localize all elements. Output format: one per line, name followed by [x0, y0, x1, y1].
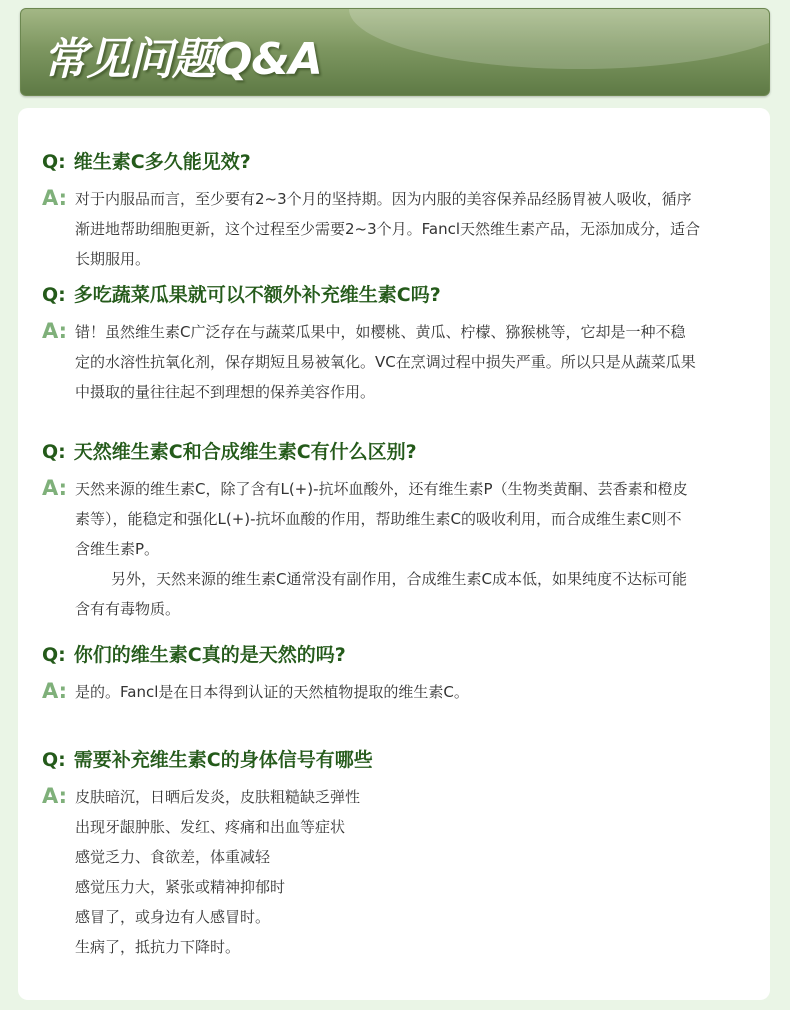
question — [42, 148, 742, 176]
question — [42, 281, 742, 309]
answer-line: 是的。Fancl是在日本得到认证的天然植物提取的维生素C。 — [75, 683, 469, 701]
answer-line: 长期服用。 — [75, 250, 151, 268]
answer-line: 定的水溶性抗氧化剂，保存期短且易被氧化。VC在烹调过程中损失严重。所以只是从蔬菜瓜果 — [75, 353, 696, 371]
question — [42, 641, 742, 669]
answer-line: 中摄取的量往往起不到理想的保养美容作用。 — [75, 383, 376, 401]
answer-line: 素等），能稳定和强化L(+)-抗坏血酸的作用，帮助维生素C的吸收利用，而合成维生素C则不 — [75, 510, 682, 528]
answer-line: 对于内服品而言，至少要有2~3个月的坚持期。因为内服的美容保养品经肠胃被人吸收，循序 — [75, 190, 692, 208]
question — [42, 438, 742, 466]
answer-line: 天然来源的维生素C，除了含有L(+)-抗坏血酸外，还有维生素P（生物类黄酮、芸香素和橙皮 — [75, 480, 688, 498]
answer-line: 皮肤暗沉，日晒后发炎，皮肤粗糙缺乏弹性 — [75, 788, 361, 806]
question — [42, 746, 742, 774]
page-title: 常见问题Q&A — [43, 34, 322, 85]
answer-line: 生病了，抵抗力下降时。 — [75, 938, 241, 956]
a-mark: A: — [42, 319, 68, 343]
qa-item — [42, 148, 742, 274]
question-text: 天然维生素C和合成维生素C有什么区别? — [73, 441, 417, 463]
answer-line: 渐进地帮助细胞更新，这个过程至少需要2~3个月。Fancl天然维生素产品，无添加成分，适合 — [75, 220, 701, 238]
a-mark: A: — [42, 679, 68, 703]
q-mark: Q: — [42, 151, 66, 173]
q-mark: Q: — [42, 441, 66, 463]
qa-card — [18, 108, 770, 1000]
answer — [42, 317, 742, 407]
a-mark: A: — [42, 186, 68, 210]
qa-item — [42, 746, 742, 962]
qa-item — [42, 438, 742, 624]
answer — [42, 782, 742, 962]
question-text: 你们的维生素C真的是天然的吗? — [73, 644, 346, 666]
qa-header-banner — [20, 8, 770, 96]
qa-item — [42, 281, 742, 407]
question-text: 需要补充维生素C的身体信号有哪些 — [73, 749, 373, 771]
answer-line: 感觉乏力、食欲差，体重减轻 — [75, 848, 271, 866]
answer-line: 含有有毒物质。 — [75, 600, 181, 618]
answer — [42, 184, 742, 274]
answer-line: 错！虽然维生素C广泛存在与蔬菜瓜果中，如樱桃、黄瓜、柠檬、猕猴桃等，它却是一种不稳 — [75, 323, 686, 341]
answer-line: 出现牙龈肿胀、发红、疼痛和出血等症状 — [75, 818, 346, 836]
answer-line: 含维生素P。 — [75, 540, 160, 558]
answer — [42, 474, 742, 624]
qa-item — [42, 641, 742, 707]
q-mark: Q: — [42, 284, 66, 306]
a-mark: A: — [42, 784, 68, 808]
answer-line: 另外，天然来源的维生素C通常没有副作用，合成维生素C成本低，如果纯度不达标可能 — [111, 570, 687, 588]
question-text: 多吃蔬菜瓜果就可以不额外补充维生素C吗? — [73, 284, 441, 306]
q-mark: Q: — [42, 749, 66, 771]
q-mark: Q: — [42, 644, 66, 666]
a-mark: A: — [42, 476, 68, 500]
answer-line: 感觉压力大，紧张或精神抑郁时 — [75, 878, 286, 896]
answer-line: 感冒了，或身边有人感冒时。 — [75, 908, 271, 926]
answer — [42, 677, 742, 707]
question-text: 维生素C多久能见效? — [73, 151, 251, 173]
